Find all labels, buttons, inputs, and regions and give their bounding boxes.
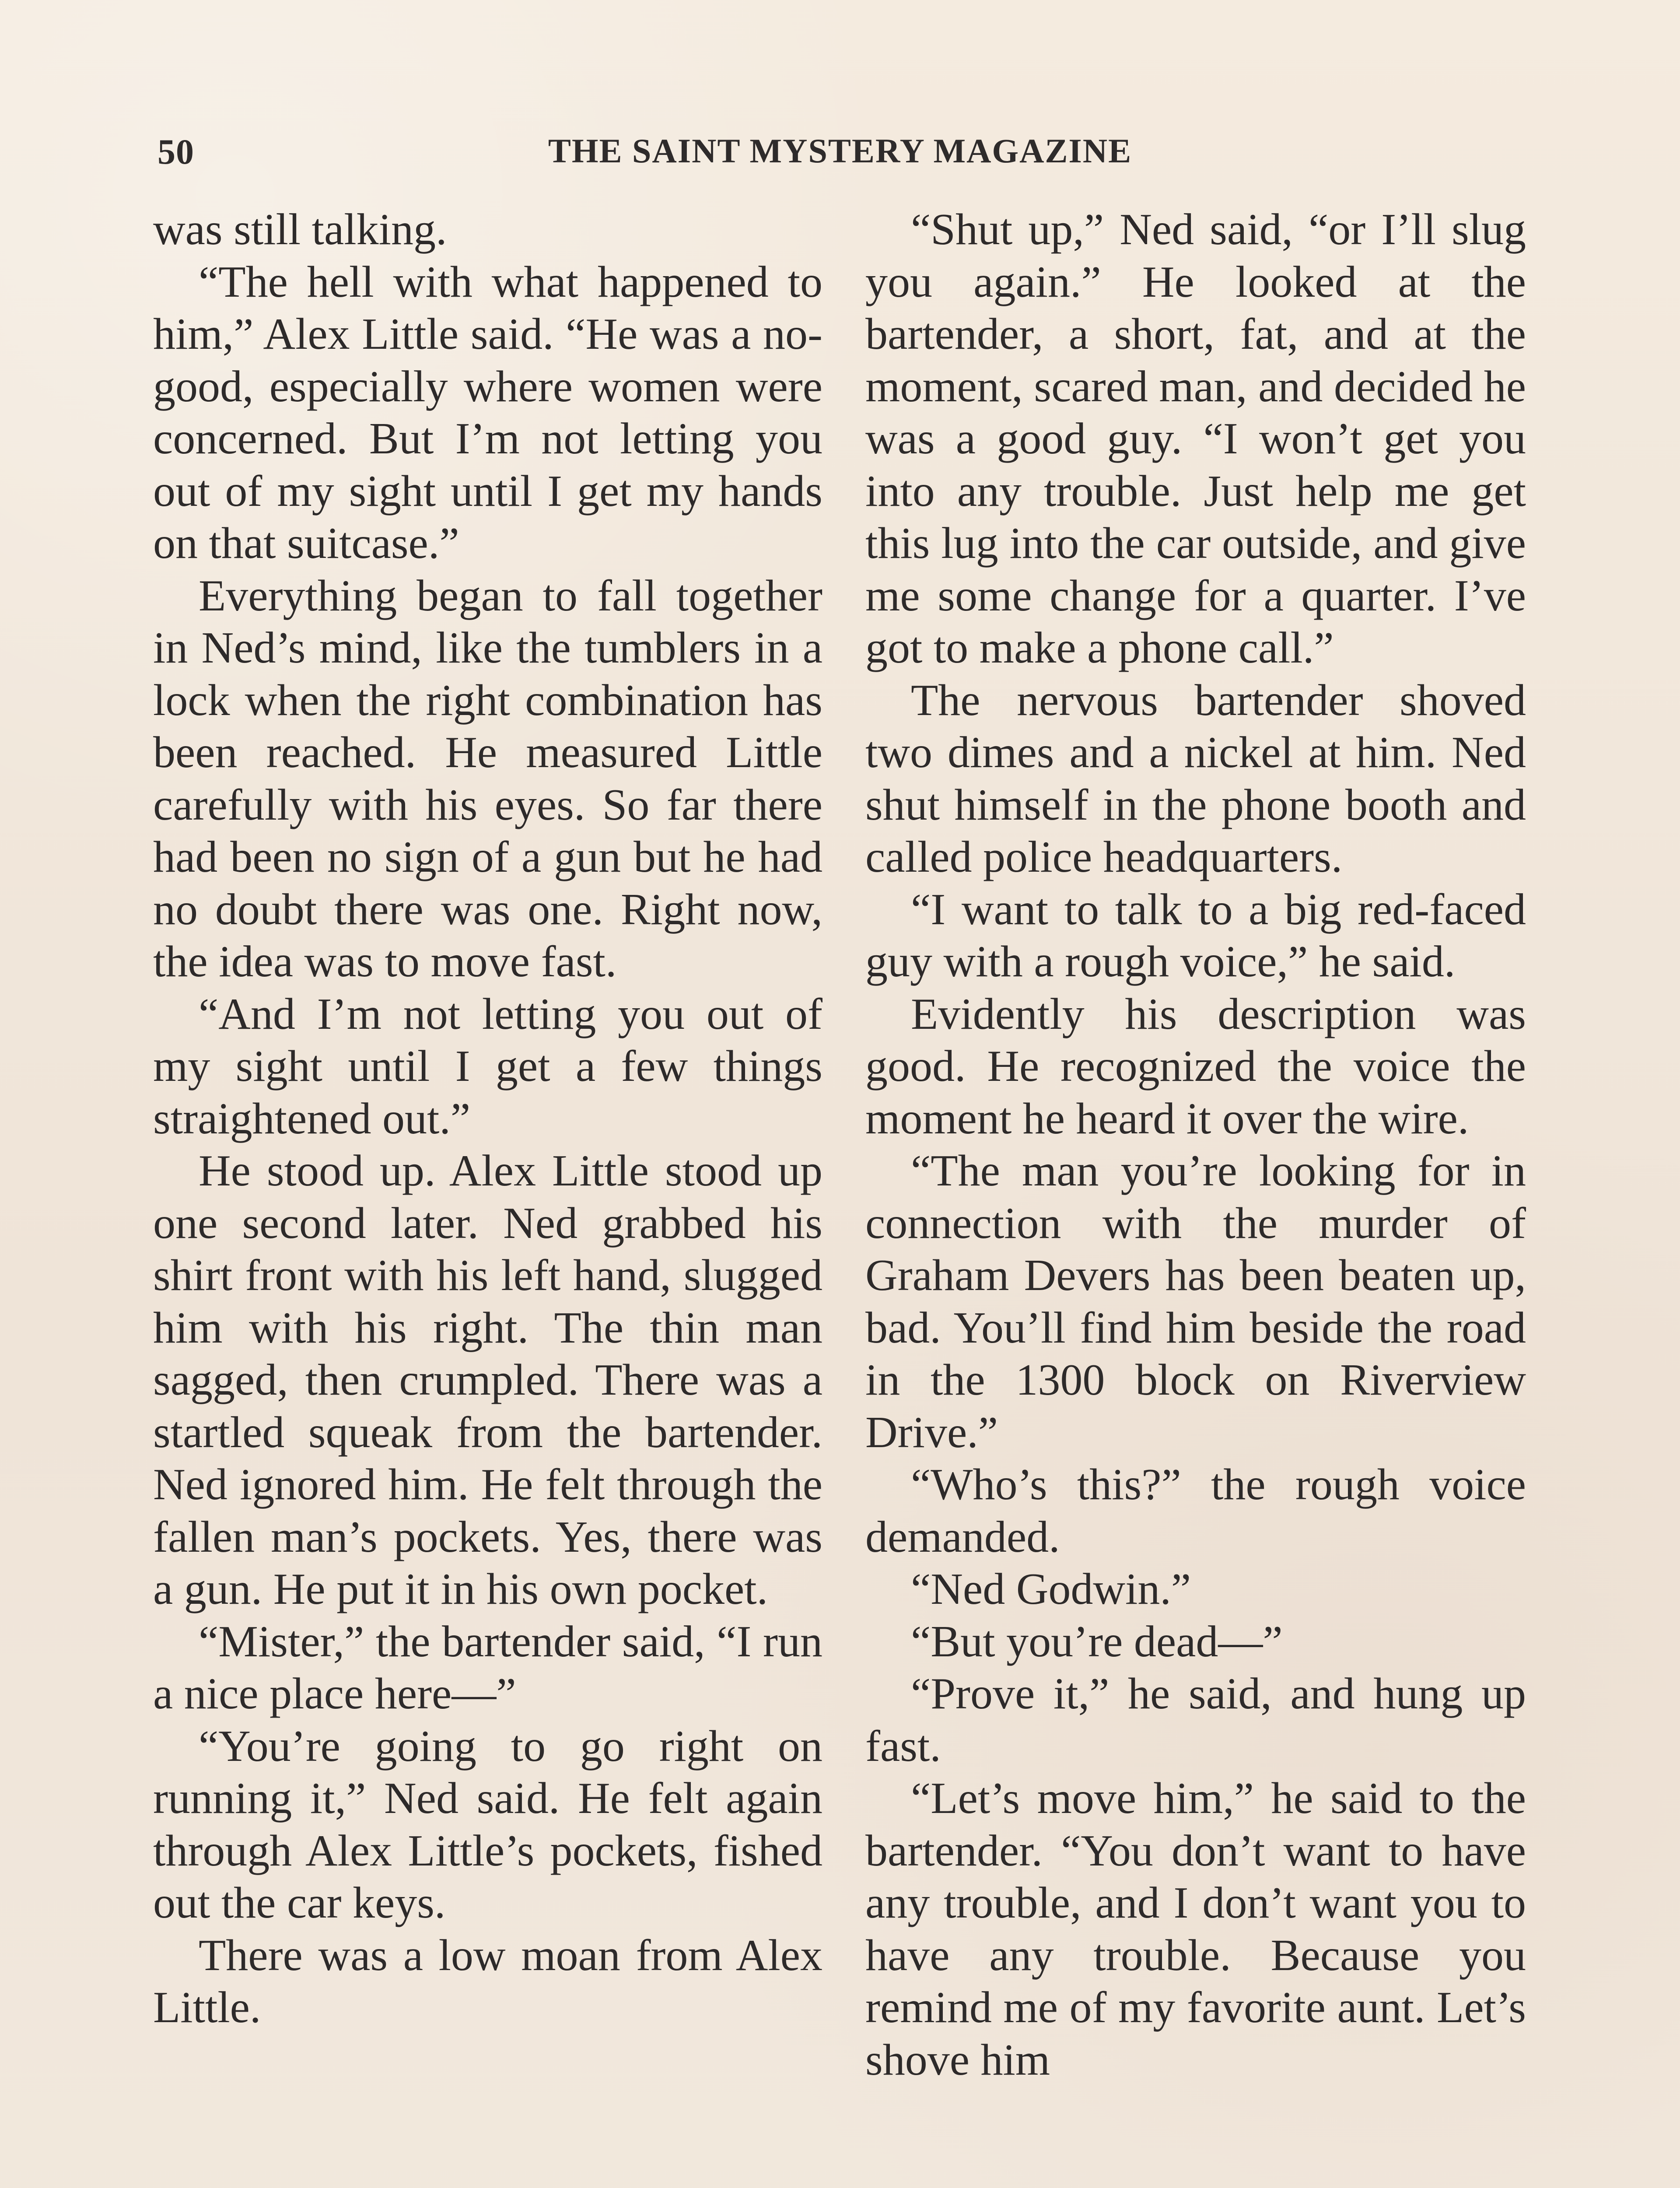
left-paragraph-1: was still talking. bbox=[153, 205, 447, 254]
left-paragraph-7: “You’re going to go right on running it,” Ned said. He felt again through Alex Little’s pockets, fished out the car keys. bbox=[153, 1721, 822, 1928]
right-paragraph-5: “The man you’re looking for in connection with the murder of Graham Devers has been beaten up, bad. You’ll find him beside the road in the 1300 block on Riverview Drive.” bbox=[865, 1146, 1526, 1457]
right-paragraph-2: The nervous bartender shoved two dimes and a nickel at him. Ned shut himself in the phone booth and called police headquarters. bbox=[865, 675, 1526, 882]
right-paragraph-8: “But you’re dead—” bbox=[911, 1616, 1283, 1666]
left-paragraph-3: Everything began to fall together in Ned’s mind, like the tumblers in a lock when the right combination has been reached. He measured Little carefully with his eyes. So far there had been no sign of a gun but he had no doubt there was one. Right now, the idea was to move fast. bbox=[153, 571, 822, 986]
left-paragraph-6: “Mister,” the bartender said, “I run a nice place here—” bbox=[153, 1616, 822, 1718]
left-paragraph-4: “And I’m not letting you out of my sight until I get a few things straightened out.” bbox=[153, 989, 822, 1143]
right-paragraph-4: Evidently his description was good. He recognized the voice the moment he heard it over the wire. bbox=[865, 989, 1526, 1143]
right-paragraph-10: “Let’s move him,” he said to the bartender. “You don’t want to have any trouble, and I don’t want you to have any trouble. Because you remind me of my favorite aunt. Let’s shove him bbox=[865, 1774, 1526, 2085]
right-paragraph-9: “Prove it,” he said, and hung up fast. bbox=[865, 1669, 1526, 1771]
left-paragraph-8: There was a low moan from Alex Little. bbox=[153, 1930, 822, 2032]
page-header bbox=[158, 131, 1522, 179]
right-paragraph-6: “Who’s this?” the rough voice demanded. bbox=[865, 1460, 1526, 1562]
left-paragraph-5: He stood up. Alex Little stood up one second later. Ned grabbed his shirt front with his left hand, slugged him with his right. The thin man sagged, then crumpled. There was a startled squeak from the bartender. Ned ignored him. He felt through the fallen man’s pockets. Yes, there was a gun. He put it in his own pocket. bbox=[153, 1146, 822, 1614]
right-text-column bbox=[865, 203, 1526, 2086]
right-paragraph-1: “Shut up,” Ned said, “or I’ll slug you again.” He looked at the bartender, a short, fat, and at the moment, scared man, and decided he was a good guy. “I won’t get you into any trouble. Just help me get this lug into the car outside, and give me some change for a quarter. I’ve got to make a phone call.” bbox=[865, 205, 1526, 673]
right-paragraph-7: “Ned Godwin.” bbox=[911, 1564, 1191, 1614]
page-number: 50 bbox=[158, 132, 194, 172]
left-paragraph-2: “The hell with what happened to him,” Alex Little said. “He was a no-good, especially where women were concerned. But I’m not letting you out of my sight until I get my hands on that suitcase.” bbox=[153, 257, 822, 568]
left-text-column bbox=[153, 203, 822, 2034]
right-paragraph-3: “I want to talk to a big red-faced guy with a rough voice,” he said. bbox=[865, 884, 1526, 986]
running-head: THE SAINT MYSTERY MAGAZINE bbox=[548, 132, 1132, 170]
